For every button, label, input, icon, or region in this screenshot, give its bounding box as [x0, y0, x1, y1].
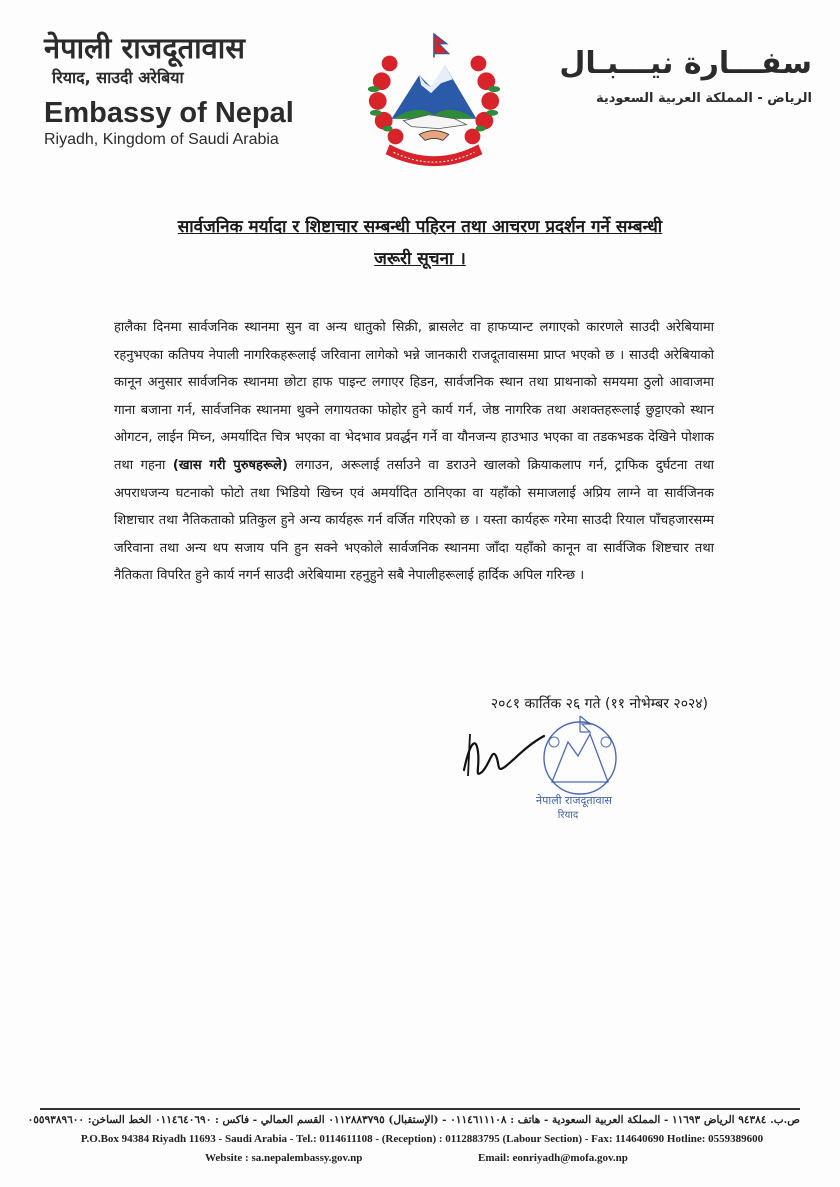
notice-body-emphasis: (खास गरी पुरुषहरूले): [172, 457, 288, 473]
footer-address-english: P.O.Box 94384 Riyadh 11693 - Saudi Arabia - Tel.: 0114611108 - (Reception) : 0112883795 (Labour Section) - Fax: 114640690 Hotline: 0559389600: [80, 1133, 764, 1145]
flag-icon: [434, 34, 449, 54]
letterhead-right: [559, 44, 812, 110]
stamp-text-line1: नेपाली राजदूतावास: [536, 794, 612, 807]
national-emblem-icon: [360, 24, 508, 172]
embassy-name-arabic: سفـــارة نيـــبـال: [559, 46, 812, 81]
notice-title-line1: सार्वजनिक मर्यादा र शिष्टाचार सम्बन्धी पहिरन तथा आचरण प्रदर्शन गर्ने सम्बन्धी: [177, 217, 663, 237]
embassy-name-nepali: नेपाली राजदूतावास: [44, 31, 245, 65]
notice-title-line2: जरूरी सूचना ।: [374, 249, 466, 269]
footer-divider: [40, 1108, 800, 1110]
notice-body-part2: लगाउन, अरूलाई तर्साउने वा डराउने खालको क्रियाकलाप गर्न, ट्राफिक दुर्घटना तथा अपराधजन्य घटनाको फोटो तथा भिडियो खिच्न एवं अमर्यादित ठानिएका वा यहाँको समाजलाई अप्रिय लाग्ने वा सार्वजिनक शिष्टाचार तथा नैतिकताको प्रतिकुल हुने अन्य कार्यहरू गर्न वर्जित गरिएको छ । यस्ता कार्यहरू गरेमा साउदी रियाल पाँचहजारसम्म जरिवाना तथा अन्य थप सजाय पनि हुन सक्ने भएकोले सार्वजनिक स्थानमा जाँदा यहाँको कानून वा सार्वजिक शिष्टचार तथा नैतिकता विपरित हुने कार्य नगर्न साउदी अरेबियामा रहनुहुने सबै नेपालीहरूलाई हार्दिक अपिल गरिन्छ ।: [114, 457, 714, 584]
notice-body: [114, 314, 714, 590]
seal-icon: [544, 716, 616, 794]
embassy-name-english: Embassy of Nepal: [44, 97, 294, 129]
footer-website: Website : sa.nepalembassy.gov.np: [205, 1152, 363, 1164]
footer-email: Email: eonriyadh@mofa.gov.np: [478, 1152, 628, 1164]
mountain-icon: [392, 65, 477, 118]
signature-icon: [464, 736, 544, 774]
embassy-city-arabic: الرياض - المملكة العربية السعودية: [595, 91, 812, 106]
footer-address-arabic: ص.ب. ٩٤٣٨٤ الرياض ١١٦٩٣ - المملكة العربية السعودية - هاتف : ٠١١٤٦١١١٠٨ - (الإستقبال) ٠١١٢٨٨٣٧٩٥ القسم العمالي - فاكس : ٠١١٤٦٤٠٦٩٠ الخط الساخن: ٠٥٥٩٣٨٩٦٠٠: [27, 1114, 800, 1126]
embassy-city-nepali: रियाद, साउदी अरेबिया: [52, 68, 184, 87]
official-stamp: [456, 712, 636, 822]
letterhead-left: [44, 30, 324, 150]
stamp-text-line2: रियाद: [557, 810, 579, 821]
notice-date: २०८१ कार्तिक २६ गते (११ नोभेम्बर २०२४): [490, 696, 708, 712]
handshake-icon: [419, 131, 449, 141]
embassy-city-english: Riyadh, Kingdom of Saudi Arabia: [44, 131, 279, 148]
notice-body-part1: हालैका दिनमा सार्वजनिक स्थानमा सुन वा अन्य धातुको सिक्री, ब्रासलेट वा हाफप्यान्ट लगाएको कारणले साउदी अरेबियामा रहनुभएका कतिपय नेपाली नागरिकहरूलाई जरिवाना लागेको भन्ने जानकारी राजदूतावासमा प्राप्त भएको छ । साउदी अरेबियाको कानून अनुसार सार्वजनिक स्थानमा छोटा हाफ पाइन्ट लगाएर हिडन, सार्वजनिक स्थान तथा प्राथनाको समयमा ठुलो आवाजमा गाना बजाना गर्न, सार्वजनिक स्थानमा थुक्ने लगायतका फोहोर हुने कार्य गर्न, जेष्ठ नागरिक तथा अशक्तहरूलाई छुट्टाएको स्थान ओगटन, लाईन मिच्न, अमर्यादित चित्र भएका वा भेदभाव प्रवर्द्धन गर्ने वा यौनजन्य हाउभाउ भएका वा तडकभडक देखिने पोशाक तथा गहना: [114, 320, 714, 473]
